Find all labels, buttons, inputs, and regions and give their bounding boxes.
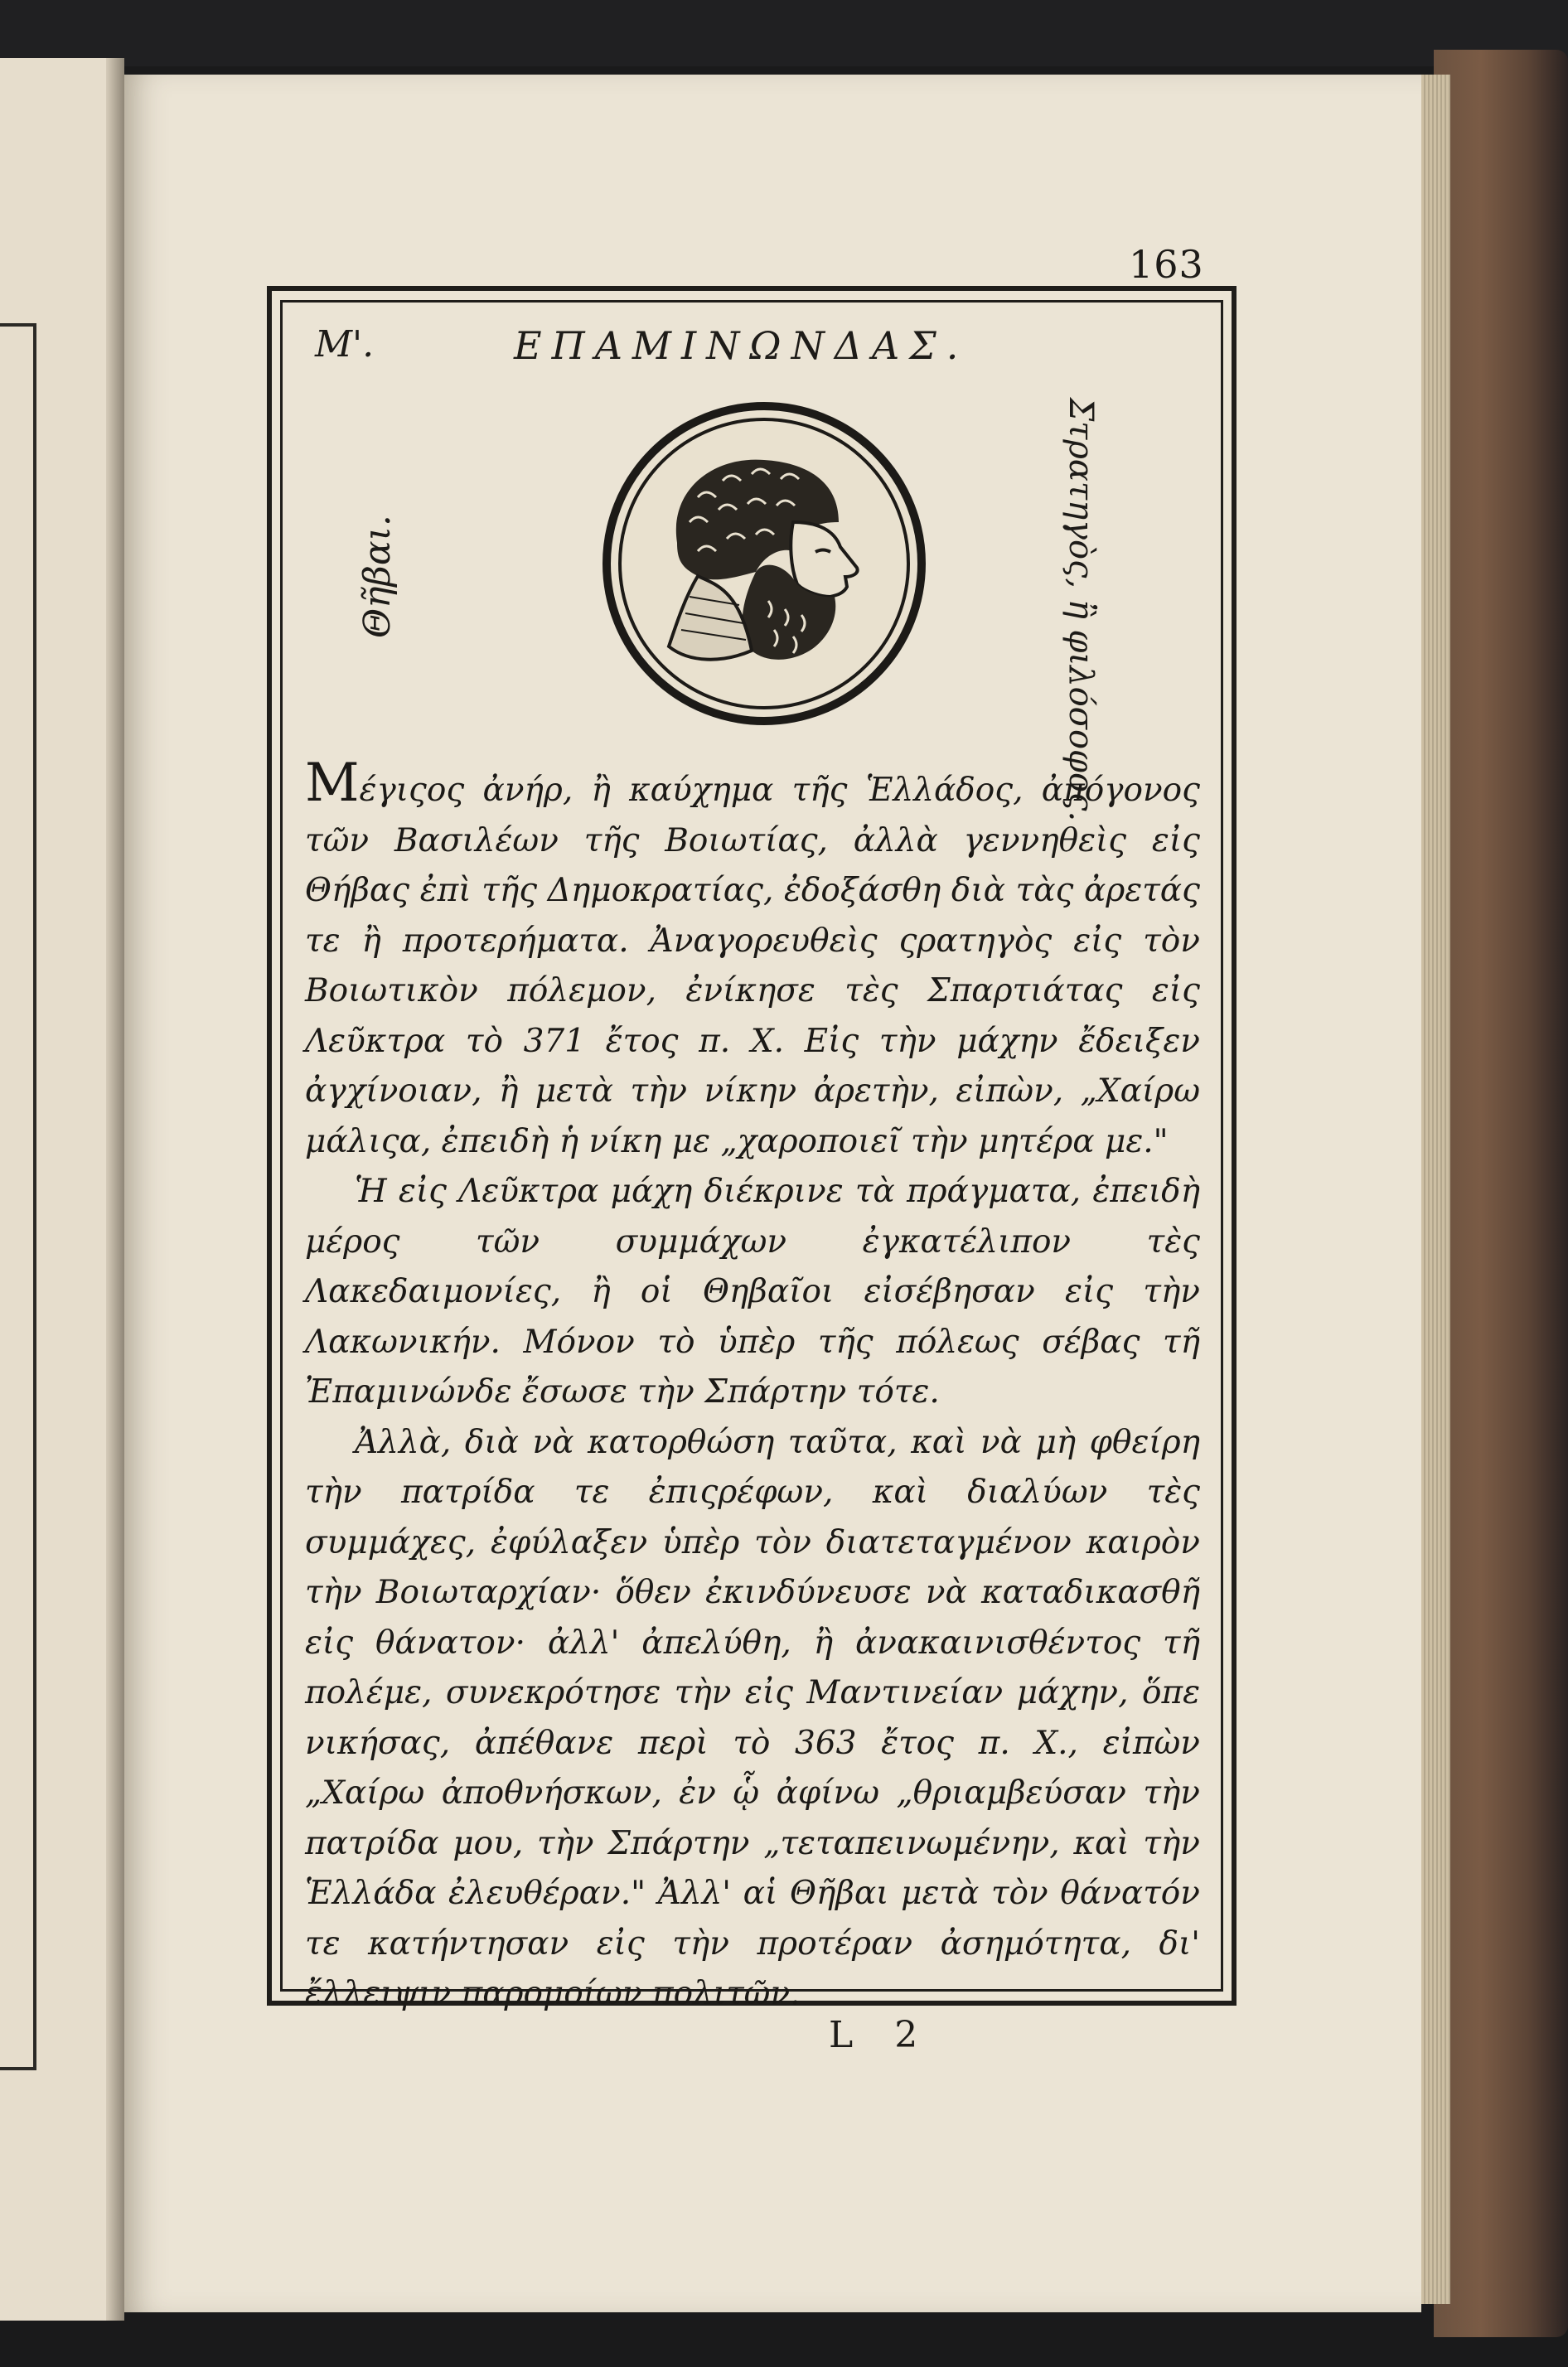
page-title: ΕΠΑΜΙΝΩΝΔΑΣ. — [514, 323, 969, 368]
side-label-left-text: Θῆβαι. — [356, 515, 399, 638]
paragraph-1 — [305, 753, 1200, 1167]
body-text — [305, 753, 1200, 2020]
bearded-head-portrait-icon — [598, 398, 930, 729]
drop-cap: Μ — [305, 753, 360, 814]
page-number: 163 — [1129, 242, 1204, 287]
side-label-right-text: Στρατηγὸς, ἢ φιλόσοφος. — [1062, 398, 1100, 822]
paragraph-3: Ἀλλὰ, διὰ νὰ κατορθώση ταῦτα, καὶ νὰ μὴ φθείρη τὴν πατρίδα τε ἐπιςρέφων, καὶ διαλύων τὲς συμμάχες, ἐφύλαξεν ὑπὲρ τὸν διατεταγμένον καιρὸν τὴν Βοιωταρχίαν· ὅθεν ἐκινδύνευσε νὰ καταδικασθῆ εἰς θάνατον· ἀλλ' ἀπελύθη, ἢ ἀνακαινισθέντος τῆ πολέμε, συνεκρότησε τὴν εἰς Μαντινείαν μάχην, ὅπε νικήσας, ἀπέθανε περὶ τὸ 363 ἔτος π. Χ., εἰπὼν „Χαίρω ἀποθνήσκων, ἐν ᾧ ἀφίνω „θριαμβεύσαν τὴν πατρίδα μου, τὴν Σπάρτην „τεταπεινωμένην, καὶ τὴν Ἑλλάδα ἐλευθέραν." Ἀλλ' αἱ Θῆβαι μετὰ τὸν θάνατόν τε κατήντησαν εἰς τὴν προτέραν ἀσημότητα, δι' ἔλλειψιν παρομοίων πολιτῶν. — [305, 1423, 1200, 2012]
paragraph-2: Ἡ εἰς Λεῦκτρα μάχη διέκρινε τὰ πράγματα, ἐπειδὴ μέρος τῶν συμμάχων ἐγκατέλιπον τὲς Λακεδαιμονίες, ἢ οἱ Θηβαῖοι εἰσέβησαν εἰς τὴν Λακωνικήν. Μόνον τὸ ὑπὲρ τῆς πόλεως σέβας τῆ Ἐπαμινώνδε ἔσωσε τὴν Σπάρτην τότε. — [305, 1173, 1200, 1411]
chapter-numeral: Μ'. — [315, 323, 375, 365]
previous-page-frame — [0, 323, 36, 2070]
side-label-right — [1062, 398, 1193, 822]
book-gutter — [106, 58, 124, 2321]
previous-page-edge — [0, 58, 124, 2321]
side-label-left — [315, 464, 399, 713]
printer-signature-mark: L 2 — [829, 2014, 933, 2056]
paragraph-1-text: έγιςος ἀνήρ, ἢ καύχημα τῆς Ἑλλάδος, ἀπόγονος τῶν Βασιλέων τῆς Βοιωτίας, ἀλλὰ γεννηθεὶς εἰς Θήβας ἐπὶ τῆς Δημοκρατίας, ἐδοξάσθη διὰ τὰς ἀρετάς τε ἢ προτερήματα. Ἀναγορευθεὶς ςρατηγὸς εἰς τὸν Βοιωτικὸν πόλεμον, ἐνίκησε τὲς Σπαρτιάτας εἰς Λεῦκτρα τὸ 371 ἔτος π. Χ. Εἰς τὴν μάχην ἔδειξεν ἀγχίνοιαν, ἢ μετὰ τὴν νίκην ἀρετὴν, εἰπὼν, „Χαίρω μάλιςα, ἐπειδὴ ἡ νίκη με „χαροποιεῖ τὴν μητέρα με." — [305, 772, 1200, 1160]
book-cover-edge — [1434, 50, 1568, 2337]
page-stack-edges — [1417, 75, 1450, 2304]
background-cloth — [0, 0, 1568, 66]
